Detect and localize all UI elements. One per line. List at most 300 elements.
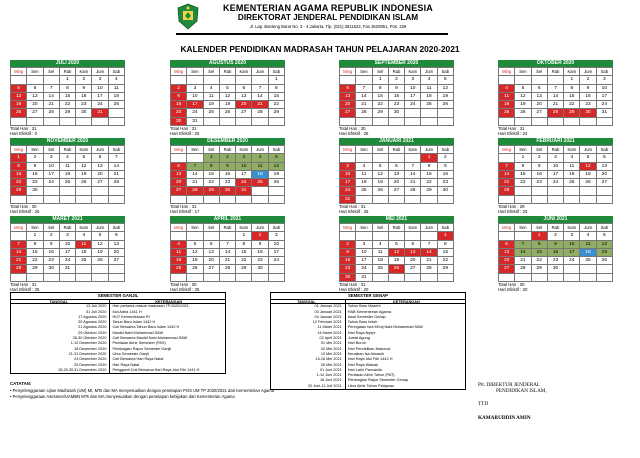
day-name: Ming <box>340 224 356 232</box>
day-cell: 29 <box>564 109 580 117</box>
day-name: Ming <box>11 224 27 232</box>
empty-cell <box>11 118 27 126</box>
empty-cell <box>76 274 92 282</box>
day-cell: 17 <box>356 257 372 265</box>
day-cell: 24 <box>356 265 372 273</box>
day-cell: 26 <box>220 109 236 117</box>
day-name: Sab <box>597 68 613 76</box>
day-cell: 7 <box>356 85 372 93</box>
day-name: Sab <box>269 224 285 232</box>
day-cell: 24 <box>44 179 60 187</box>
day-cell: 31 <box>597 109 613 117</box>
day-cell: 19 <box>187 257 203 265</box>
notes-title: CATATAN: <box>10 381 32 386</box>
day-cell: 23 <box>532 179 548 187</box>
event-desc: Hari pertama masuk madrasah TP.2020/2021 <box>109 304 225 309</box>
day-cell: 4 <box>421 76 437 84</box>
empty-cell <box>109 118 125 126</box>
empty-cell <box>76 196 92 204</box>
empty-cell <box>438 118 454 126</box>
day-name: Rab <box>389 146 405 154</box>
day-cell: 17 <box>236 171 252 179</box>
event-date: 01 Mei 2021 <box>320 341 342 346</box>
day-cell: 20 <box>109 249 125 257</box>
col-desc-header: KETERANGAN <box>345 300 465 303</box>
day-cell: 1 <box>438 232 454 240</box>
event-date: 28,29,30,31 Desember 2020 <box>58 367 107 372</box>
day-cell: 25 <box>499 109 515 117</box>
empty-cell <box>27 196 43 204</box>
empty-cell <box>92 196 108 204</box>
empty-cell <box>109 196 125 204</box>
day-cell: 2 <box>44 232 60 240</box>
total-days: Total Hari : 31 <box>170 126 197 132</box>
month-title: AGUSTUS 2020 <box>170 60 285 67</box>
empty-cell <box>389 196 405 204</box>
empty-cell <box>44 76 60 84</box>
note-text: Penyelenggaraan Ujian Madrasah (UM) MI, MTs dan MA menyesuaikan dengan penetapan POS UM TP 2020/2021 dari Kementerian Agama <box>12 388 275 394</box>
day-cell: 13 <box>171 171 187 179</box>
day-cell: 25 <box>76 257 92 265</box>
month-title: MEI 2021 <box>339 216 454 223</box>
day-cell: 3 <box>356 241 372 249</box>
day-cell: 9 <box>340 249 356 257</box>
day-cell: 31 <box>187 118 203 126</box>
day-name: Kam <box>405 68 421 76</box>
day-cell: 9 <box>171 93 187 101</box>
day-cell: 16 <box>548 249 564 257</box>
day-cell: 24 <box>187 109 203 117</box>
day-cell: 24 <box>548 179 564 187</box>
day-cell: 7 <box>499 163 515 171</box>
day-name: Sen <box>187 224 203 232</box>
day-cell: 5 <box>597 232 613 240</box>
day-cell: 29 <box>532 265 548 273</box>
day-cell: 20 <box>27 101 43 109</box>
empty-cell <box>580 274 596 282</box>
event-desc: Penilaian Akhir Tahun (PAT) <box>345 373 465 378</box>
empty-cell <box>405 109 421 117</box>
empty-cell <box>60 274 76 282</box>
event-desc: Cuti Bersama Hari Raya Natal <box>109 357 225 362</box>
day-cell: 9 <box>389 85 405 93</box>
day-cell: 25 <box>60 179 76 187</box>
day-cell: 4 <box>252 154 268 162</box>
total-days: Total Hari : 31 <box>10 282 37 288</box>
day-cell: 16 <box>44 249 60 257</box>
day-cell: 31 <box>356 274 372 282</box>
day-cell: 26 <box>580 179 596 187</box>
empty-cell <box>356 76 372 84</box>
empty-cell <box>252 274 268 282</box>
day-cell: 4 <box>499 85 515 93</box>
day-cell: 20 <box>597 171 613 179</box>
day-cell: 28 <box>11 265 27 273</box>
signature-ttd: TTD <box>478 400 489 407</box>
empty-cell <box>220 118 236 126</box>
day-name: Sab <box>269 146 285 154</box>
event-desc: Hari Raya Waisak <box>345 363 465 368</box>
event-date: 21 Agustus 2020 <box>78 325 107 330</box>
empty-cell <box>109 109 125 117</box>
month-days-grid <box>498 67 613 126</box>
empty-cell <box>60 118 76 126</box>
day-cell: 16 <box>438 171 454 179</box>
event-desc: HUT Kemerdekaan RI <box>109 315 225 320</box>
day-cell: 28 <box>515 265 531 273</box>
empty-cell <box>532 274 548 282</box>
total-days: Total Hari : 30 <box>10 204 37 210</box>
day-cell: 3 <box>44 154 60 162</box>
day-cell: 29 <box>373 109 389 117</box>
day-cell: 11 <box>171 249 187 257</box>
day-cell: 22 <box>373 101 389 109</box>
empty-cell <box>109 274 125 282</box>
day-cell: 21 <box>44 101 60 109</box>
day-name: Jum <box>421 224 437 232</box>
day-cell: 11 <box>109 85 125 93</box>
empty-cell <box>389 274 405 282</box>
day-cell: 18 <box>499 101 515 109</box>
day-cell: 10 <box>548 163 564 171</box>
empty-cell <box>564 265 580 273</box>
empty-cell <box>515 187 531 195</box>
day-cell: 23 <box>548 257 564 265</box>
day-cell: 1 <box>373 76 389 84</box>
day-cell: 30 <box>171 118 187 126</box>
day-cell: 15 <box>27 249 43 257</box>
day-cell: 30 <box>252 265 268 273</box>
day-cell: 20 <box>499 257 515 265</box>
event-date: 14 Maret 2021 <box>317 330 342 335</box>
month-calendar <box>10 216 125 292</box>
day-cell: 31 <box>60 265 76 273</box>
event-date: 04 Januari 2021 <box>314 314 342 319</box>
day-name: Kam <box>564 146 580 154</box>
day-cell: 30 <box>580 109 596 117</box>
empty-cell <box>421 118 437 126</box>
day-cell: 9 <box>44 241 60 249</box>
day-cell: 8 <box>532 241 548 249</box>
day-name: Rab <box>60 224 76 232</box>
day-cell: 7 <box>187 163 203 171</box>
day-cell: 29 <box>236 265 252 273</box>
day-cell: 5 <box>220 85 236 93</box>
empty-cell <box>11 196 27 204</box>
day-cell: 18 <box>580 249 596 257</box>
day-cell: 7 <box>421 241 437 249</box>
day-cell: 30 <box>438 187 454 195</box>
day-cell: 10 <box>564 241 580 249</box>
day-cell: 30 <box>220 187 236 195</box>
month-days-grid <box>498 145 613 204</box>
empty-cell <box>340 154 356 162</box>
day-cell: 7 <box>11 241 27 249</box>
day-cell: 25 <box>171 265 187 273</box>
day-cell: 20 <box>236 101 252 109</box>
day-cell: 12 <box>515 93 531 101</box>
day-cell: 18 <box>60 171 76 179</box>
day-name: Rab <box>220 68 236 76</box>
empty-cell <box>44 196 60 204</box>
day-name: Sel <box>373 146 389 154</box>
empty-cell <box>204 274 220 282</box>
day-cell: 30 <box>76 109 92 117</box>
total-days: Total Hari : 31 <box>498 126 525 132</box>
day-name: Rab <box>60 68 76 76</box>
day-name: Sen <box>356 224 372 232</box>
day-cell: 15 <box>11 171 27 179</box>
month-days-grid <box>10 145 125 204</box>
day-cell: 22 <box>269 101 285 109</box>
day-cell: 20 <box>532 101 548 109</box>
ministry-logo-icon <box>176 3 200 30</box>
day-cell: 14 <box>356 93 372 101</box>
day-cell: 10 <box>187 93 203 101</box>
event-date: 25 Desember 2020 <box>74 362 107 367</box>
semester-ganjil-rows <box>11 304 225 373</box>
empty-cell <box>340 232 356 240</box>
empty-cell <box>236 196 252 204</box>
day-cell: 2 <box>389 76 405 84</box>
empty-cell <box>187 154 203 162</box>
empty-cell <box>92 187 108 195</box>
day-cell: 2 <box>532 154 548 162</box>
empty-cell <box>109 265 125 273</box>
day-cell: 13 <box>27 93 43 101</box>
event-desc: Hari Raya Natal <box>109 363 225 368</box>
day-cell: 23 <box>76 101 92 109</box>
day-name: Kam <box>236 146 252 154</box>
day-name: Sab <box>109 224 125 232</box>
day-cell: 22 <box>11 179 27 187</box>
day-cell: 10 <box>597 85 613 93</box>
day-name: Sen <box>356 146 372 154</box>
day-cell: 17 <box>405 93 421 101</box>
event-desc: Libur Akhir Tahun Pelajaran <box>345 384 465 389</box>
day-name: Sab <box>597 146 613 154</box>
event-desc: Hari Lahir Pancasila <box>345 368 465 373</box>
day-cell: 9 <box>438 163 454 171</box>
empty-cell <box>109 187 125 195</box>
day-cell: 12 <box>220 93 236 101</box>
month-days-grid <box>170 67 285 126</box>
day-cell: 8 <box>438 241 454 249</box>
notes <box>10 381 310 399</box>
empty-cell <box>405 154 421 162</box>
month-title: SEPTEMBER 2020 <box>339 60 454 67</box>
day-name: Kam <box>564 224 580 232</box>
day-cell: 5 <box>389 241 405 249</box>
empty-cell <box>171 232 187 240</box>
day-name: Ming <box>171 146 187 154</box>
day-cell: 21 <box>499 179 515 187</box>
table-row <box>11 368 225 373</box>
day-cell: 9 <box>548 241 564 249</box>
empty-cell <box>597 118 613 126</box>
empty-cell <box>11 76 27 84</box>
day-cell: 16 <box>220 171 236 179</box>
event-date: 29 Oktober 2020 <box>78 330 107 335</box>
day-cell: 13 <box>499 249 515 257</box>
empty-cell <box>92 118 108 126</box>
event-desc: Penilaian Akhir Semester (PAS) <box>109 341 225 346</box>
day-cell: 15 <box>373 93 389 101</box>
day-name: Ming <box>171 68 187 76</box>
day-cell: 11 <box>580 241 596 249</box>
day-cell: 5 <box>92 232 108 240</box>
effective-days: Hari Efektif : 23 <box>498 209 528 215</box>
day-cell: 11 <box>60 163 76 171</box>
day-cell: 19 <box>438 93 454 101</box>
empty-cell <box>236 274 252 282</box>
effective-days: Hari Efektif : 24 <box>498 131 528 137</box>
day-cell: 18 <box>564 171 580 179</box>
day-cell: 20 <box>204 257 220 265</box>
day-cell: 15 <box>236 249 252 257</box>
day-cell: 17 <box>44 171 60 179</box>
empty-cell <box>76 118 92 126</box>
note-item: • Penyelenggaraan Ujian Madrasah (UM) MI, MTs dan MA menyesuaikan dengan penetapan POS UM TP 2020/2021 dari Kementerian Agama <box>10 388 275 394</box>
empty-cell <box>76 265 92 273</box>
empty-cell <box>515 118 531 126</box>
day-cell: 30 <box>27 187 43 195</box>
empty-cell <box>405 274 421 282</box>
day-cell: 2 <box>340 241 356 249</box>
day-cell: 16 <box>171 101 187 109</box>
day-cell: 15 <box>204 171 220 179</box>
address: Jl. Lap. Banteng Barat No. 3 - 4 Jakarta, Tlp. (021) 3811523, Fax 3520951, Pos. 328 <box>249 24 407 29</box>
day-cell: 7 <box>515 241 531 249</box>
effective-days: Hari Efektif : 25 <box>170 131 200 137</box>
day-cell: 8 <box>373 85 389 93</box>
day-cell: 11 <box>564 163 580 171</box>
event-desc: Tahun Baru Imlek <box>345 320 465 325</box>
day-cell: 3 <box>564 232 580 240</box>
day-cell: 10 <box>405 85 421 93</box>
day-name: Ming <box>499 224 515 232</box>
day-cell: 21 <box>421 257 437 265</box>
day-cell: 1 <box>60 76 76 84</box>
empty-cell <box>204 76 220 84</box>
day-name: Jum <box>92 68 108 76</box>
day-name: Sel <box>373 68 389 76</box>
event-date: 18 Juni 2021 <box>319 378 342 383</box>
empty-cell <box>438 109 454 117</box>
day-name: Rab <box>548 146 564 154</box>
empty-cell <box>580 196 596 204</box>
day-cell: 28 <box>499 187 515 195</box>
day-cell: 31 <box>236 187 252 195</box>
day-cell: 16 <box>580 93 596 101</box>
event-date: 02 Mei 2021 <box>320 346 342 351</box>
day-cell: 10 <box>236 163 252 171</box>
day-cell: 18 <box>252 171 268 179</box>
day-cell: 2 <box>438 154 454 162</box>
day-cell: 1 <box>421 154 437 162</box>
day-cell: 14 <box>109 163 125 171</box>
signature-name: KAMARUDDIN AMIN <box>478 415 531 422</box>
day-cell: 8 <box>236 241 252 249</box>
day-cell: 11 <box>252 163 268 171</box>
event-desc: Maulid Nabi Muhammad SAW <box>109 331 225 336</box>
empty-cell <box>580 265 596 273</box>
month-title: APRIL 2021 <box>170 216 285 223</box>
event-date: 20 Agustus 2020 <box>78 320 107 325</box>
effective-days: Hari Efektif : 26 <box>339 131 369 137</box>
empty-cell <box>405 118 421 126</box>
empty-cell <box>187 76 203 84</box>
semester-ganjil-title: SEMESTER GANJIL <box>97 293 139 298</box>
day-name: Jum <box>580 146 596 154</box>
day-cell: 13 <box>532 93 548 101</box>
empty-cell <box>580 187 596 195</box>
day-cell: 19 <box>76 171 92 179</box>
day-name: Jum <box>421 68 437 76</box>
day-cell: 28 <box>421 265 437 273</box>
day-cell: 1 <box>11 154 27 162</box>
month-calendar <box>498 138 613 214</box>
empty-cell <box>532 118 548 126</box>
event-desc: Pengganti Cuti Bersama Hari Raya Idul Fitri 1441 H <box>109 368 225 373</box>
day-cell: 25 <box>252 179 268 187</box>
day-cell: 7 <box>109 154 125 162</box>
day-cell: 9 <box>76 85 92 93</box>
empty-cell <box>499 118 515 126</box>
empty-cell <box>499 76 515 84</box>
day-cell: 12 <box>389 249 405 257</box>
day-name: Sen <box>27 224 43 232</box>
empty-cell <box>269 196 285 204</box>
empty-cell <box>373 232 389 240</box>
empty-cell <box>220 232 236 240</box>
day-name: Ming <box>340 146 356 154</box>
effective-days: Hari Efektif : 25 <box>10 209 40 215</box>
day-name: Rab <box>220 146 236 154</box>
empty-cell <box>220 196 236 204</box>
empty-cell <box>171 76 187 84</box>
day-cell: 14 <box>548 93 564 101</box>
day-cell: 4 <box>76 232 92 240</box>
day-cell: 20 <box>389 179 405 187</box>
empty-cell <box>548 187 564 195</box>
day-cell: 3 <box>340 163 356 171</box>
day-cell: 10 <box>340 171 356 179</box>
day-cell: 25 <box>109 101 125 109</box>
day-cell: 27 <box>340 109 356 117</box>
month-title: FEBRUARI 2021 <box>498 138 613 145</box>
day-cell: 30 <box>389 109 405 117</box>
day-cell: 24 <box>92 101 108 109</box>
day-cell: 7 <box>44 85 60 93</box>
signature-block <box>478 382 628 422</box>
day-cell: 15 <box>438 249 454 257</box>
day-cell: 28 <box>187 187 203 195</box>
day-cell: 31 <box>340 196 356 204</box>
month-title: MARET 2021 <box>10 216 125 223</box>
day-cell: 21 <box>356 101 372 109</box>
event-date: 13 Mei 2021 <box>320 351 342 356</box>
day-name: Rab <box>389 68 405 76</box>
month-days-grid <box>10 67 125 126</box>
day-cell: 15 <box>515 171 531 179</box>
semester-genap-rows <box>271 304 465 389</box>
month-days-grid <box>339 67 454 126</box>
day-name: Jum <box>252 146 268 154</box>
day-cell: 12 <box>373 171 389 179</box>
day-cell: 25 <box>564 179 580 187</box>
col-date-header: TANGGAL <box>297 300 316 304</box>
